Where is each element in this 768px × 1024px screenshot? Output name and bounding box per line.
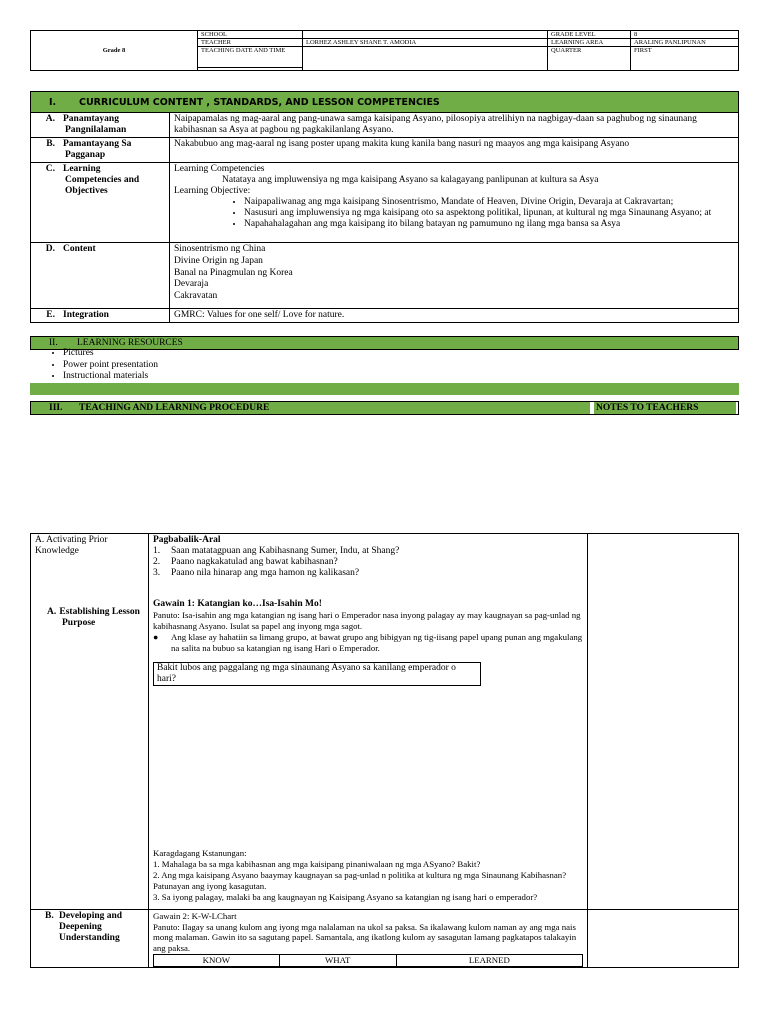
objective-list xyxy=(174,197,734,230)
objective-item: • Napahahalagahan ang mga kaisipang ito bilang batayan ng pamumuno ng ilang mga bansa sa Asya xyxy=(244,219,734,230)
resources-title: LEARNING RESOURCES xyxy=(77,338,183,348)
kwl-table xyxy=(153,954,583,967)
developing-cell xyxy=(149,910,588,968)
kwl-what-header: WHAT xyxy=(279,955,396,967)
section1-num: I. xyxy=(49,96,57,108)
review-item: 2. Paano nagkakatulad ang bawat kabihasnan? xyxy=(153,557,338,567)
establishing-label: A. Establishing Lesson Purpose xyxy=(47,607,140,628)
teacher-label: TEACHER xyxy=(198,39,303,47)
additional-question: 1. Mahalaga ba sa mga kabihasnan ang mga kaisipang pinaniwalaan ng mga ASyano? Bakit? xyxy=(153,859,481,869)
procedure-left-cell xyxy=(31,534,149,910)
review-title: Pagbabalik-Aral xyxy=(153,535,221,545)
content-item: Sinosentrismo ng China xyxy=(174,244,266,254)
grade-level-value: 8 xyxy=(631,31,739,39)
review-item: 3. Paano nila hinarap ang mga hamon ng kalikasan? xyxy=(153,568,360,578)
procedure-title: TEACHING AND LEARNING PROCEDURE xyxy=(79,403,270,413)
resource-item: • Pictures xyxy=(63,348,739,360)
resource-item: • Instructional materials xyxy=(63,371,739,383)
performance-standard-text: Nakabubuo ang mag-aaral ng isang poster upang makita kung kanila bang nasuri ng maayos ang mga kaisipang Asyano xyxy=(170,138,739,163)
competencies-label: C. Learning Competencies and Objectives xyxy=(31,163,170,243)
activity1-title: Gawain 1: Katangian ko…Isa-Isahin Mo! xyxy=(153,599,322,609)
quarter-value: FIRST xyxy=(631,47,739,71)
learning-area-label: LEARNING AREA xyxy=(548,39,631,47)
content-label: D. Content xyxy=(31,243,170,309)
content-standard-label: A. Panamtayang Pangnilalaman xyxy=(31,113,170,138)
activity1-instructions: Panuto: Isa-isahin ang mga katangian ng isang hari o Emperador nasa inyong palagay ay may kaugnayan sa pag-unlad ng kabihasnang Asyano. Isulat sa papel ang inyong mga sagot. xyxy=(153,610,581,631)
content-standard-text: Naipapamalas ng mag-aaral ang pang-unawa samga kaisipang Asyano, pilosopiya atrelihiyn na nagbigay-daan sa paghubog ng sinaunang kabihasnan sa Asya at pagbou ng pagkakilanlang Asyano. xyxy=(170,113,739,138)
activating-label: A. Activating Prior Knowledge xyxy=(35,535,108,556)
procedure-num: III. xyxy=(49,403,63,413)
additional-question: 2. Ang mga kaisipang Asyano baaymay kaugnayan sa pag-unlad n politika at kultura ng mga Sinaunang Kabihasnan? Patunayan ang iyong kasagutan. xyxy=(153,870,567,891)
competencies-cell xyxy=(170,163,739,243)
procedure-title-cell xyxy=(31,402,590,414)
content-item: Divine Origin ng Japan xyxy=(174,255,263,266)
resources-list xyxy=(30,348,739,383)
learning-area-value: ARALING PANLIPUNAN xyxy=(631,39,739,47)
resources-footer-bar xyxy=(30,383,739,395)
section1-header xyxy=(31,92,739,113)
notes-cell-2 xyxy=(588,910,739,968)
kwl-learned-header: LEARNED xyxy=(396,955,582,967)
performance-standard-label: B. Pamantayang Sa Pagganap xyxy=(31,138,170,163)
school-label: SCHOOL xyxy=(198,31,303,39)
resources-num: II. xyxy=(49,338,58,348)
content-item: Banal na Pinagmulan ng Korea xyxy=(174,267,293,278)
resource-item: • Power point presentation xyxy=(63,360,739,372)
objective-item: • Nasusuri ang impluwensiya ng mga kaisipang oto sa aspektong politikal, lipunan, at kultural ng mga Sinaunang Asyano; at xyxy=(244,208,734,219)
developing-label: B. Developing and Deepening Understanding xyxy=(31,910,149,968)
integration-label: E. Integration xyxy=(31,309,170,323)
curriculum-table xyxy=(30,91,739,323)
grade-level-label: GRADE LEVEL xyxy=(548,31,631,39)
section1-title: CURRICULUM CONTENT , STANDARDS, AND LESSON COMPETENCIES xyxy=(79,96,440,108)
date-value xyxy=(303,47,548,71)
content-cell xyxy=(170,243,739,309)
quarter-label: QUARTER xyxy=(548,47,631,71)
objective-item: • Naipapaliwanag ang mga kaisipang Sinosentrismo, Mandate of Heaven, Divine Origin, Devaraja at Cakravartan; xyxy=(244,197,734,208)
activity1-bullet: ● Ang klase ay hahatiin sa limang grupo, at bawat grupo ang bibigyan ng tig-iisang papel upang punan ang mgakulang na salita na bubuo sa katangian ng isang Hari o Emperador. xyxy=(153,632,583,653)
procedure-main-cell xyxy=(149,534,588,910)
content-item: Cakravatan xyxy=(174,291,218,302)
notes-cell-1 xyxy=(588,534,739,910)
activity2-instructions: Panuto: Ilagay sa unang kulom ang iyong mga nalalaman na ukol sa paksa. Sa ikalawang kulom naman ay ang mga nais mong malaman. Gawin ito sa sagutang papel. Samantala, ang ikatlong kulom ay sasagutan lamang pagkatapos talakayin ang paksa. xyxy=(153,921,577,953)
additional-questions-title: Karagdagang Kstanungan: xyxy=(153,848,247,858)
date-label-fill xyxy=(198,68,303,71)
procedure-header xyxy=(30,401,739,415)
review-list xyxy=(153,546,583,579)
date-label: TEACHING DATE AND TIME xyxy=(198,47,303,68)
activity2-title: Gawain 2: K-W-LChart xyxy=(153,911,237,921)
learning-competency-text: Natataya ang impluwensiya ng mga kaisipang Asyano sa kalagayang panlipunan at kultura sa Asya xyxy=(222,175,599,185)
additional-question: 3. Sa iyong palagay, malaki ba ang kaugnayan ng Kaisipang Asyano sa katangian ng isang hari o emperador? xyxy=(153,892,538,902)
school-value xyxy=(303,31,548,39)
teacher-value: LORHEZ ASHLEY SHANE T. AMODIA xyxy=(303,39,548,47)
notes-to-teachers: NOTES TO TEACHERS xyxy=(594,402,736,414)
learning-competencies-heading: Learning Competencies xyxy=(174,164,265,174)
guide-question-box: Bakit lubos ang paggalang ng mga sinaunang Asyano sa kanilang emperador o hari? xyxy=(153,662,481,686)
review-item: 1. Saan matatagpuan ang Kabihasnang Sumer, Indu, at Shang? xyxy=(153,546,400,556)
grade-label: Grade 8 xyxy=(31,31,198,71)
learning-objective-heading: Learning Objective: xyxy=(174,186,251,196)
kwl-know-header: KNOW xyxy=(154,955,280,967)
procedure-table xyxy=(30,533,739,968)
content-item: Devaraja xyxy=(174,279,209,290)
integration-text: GMRC: Values for one self/ Love for nature. xyxy=(170,309,739,323)
header-table xyxy=(30,30,739,71)
